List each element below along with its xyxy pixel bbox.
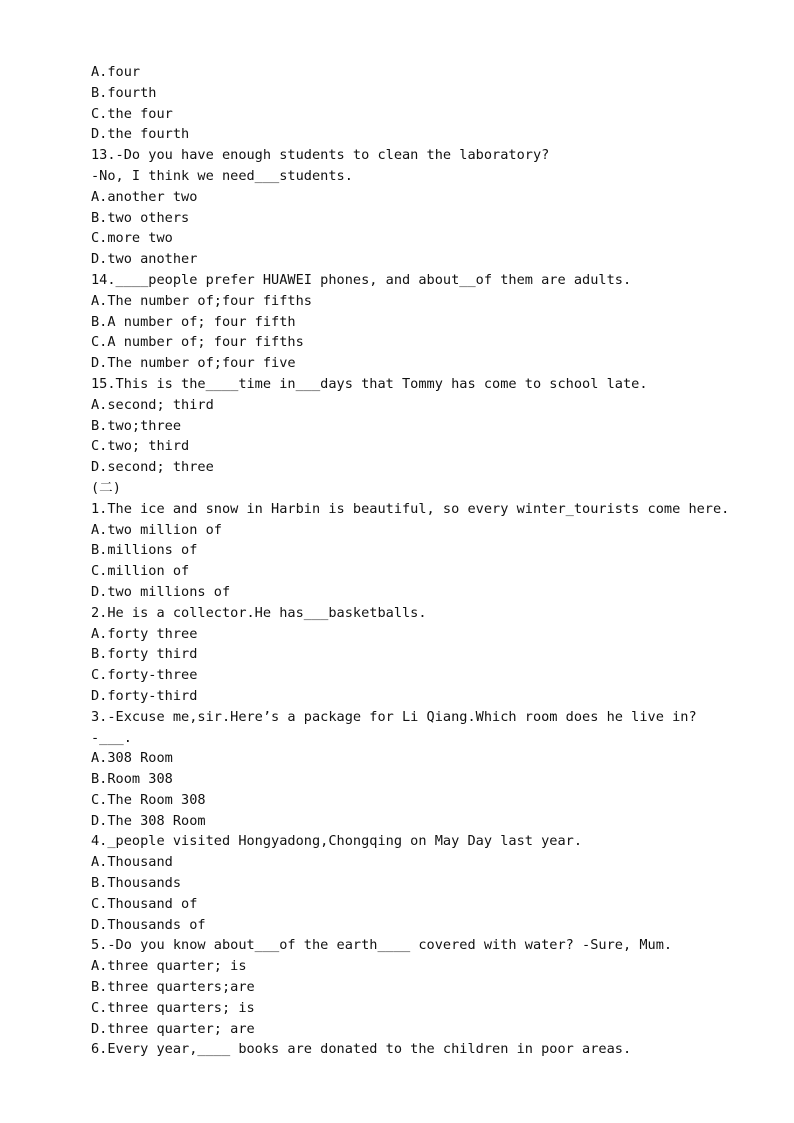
text-line: 2.He is a collector.He has___basketballs.: [91, 604, 427, 621]
text-line: 6.Every year,____ books are donated to the children in poor areas.: [91, 1041, 632, 1058]
text-line: C.two; third: [91, 438, 190, 455]
text-line: C.more two: [91, 230, 173, 247]
text-line: D.The number of;four five: [91, 355, 296, 372]
text-line: B.millions of: [91, 542, 198, 559]
text-line: A.another two: [91, 188, 198, 205]
text-line: (二): [91, 479, 121, 496]
text-line: B.two others: [91, 209, 190, 226]
text-line: 1.The ice and snow in Harbin is beautiful, so every winter_tourists come here.: [91, 500, 730, 517]
text-line: D.The 308 Room: [91, 812, 206, 829]
text-line: B.three quarters;are: [91, 979, 255, 996]
text-line: D.second; three: [91, 459, 214, 476]
text-line: A.Thousand: [91, 854, 173, 871]
text-line: D.three quarter; are: [91, 1020, 255, 1037]
text-line: A.second; third: [91, 396, 214, 413]
text-line: B.fourth: [91, 84, 157, 101]
text-line: -No, I think we need___students.: [91, 167, 353, 184]
text-line: A.two million of: [91, 521, 222, 538]
text-line: 4._people visited Hongyadong,Chongqing on May Day last year.: [91, 833, 583, 850]
text-line: D.two another: [91, 251, 198, 268]
text-line: D.two millions of: [91, 583, 231, 600]
text-line: -___.: [91, 729, 132, 746]
text-line: 13.-Do you have enough students to clean the laboratory?: [91, 147, 550, 164]
text-line: C.forty-three: [91, 667, 198, 684]
text-line: A.The number of;four fifths: [91, 292, 312, 309]
text-line: C.The Room 308: [91, 791, 206, 808]
text-line: C.million of: [91, 563, 190, 580]
document-body: [91, 62, 751, 1060]
text-line: C.A number of; four fifths: [91, 334, 304, 351]
text-line: C.Thousand of: [91, 895, 198, 912]
text-line: B.two;three: [91, 417, 182, 434]
text-line: A.four: [91, 64, 141, 80]
text-line: D.the fourth: [91, 126, 190, 143]
text-line: B.A number of; four fifth: [91, 313, 296, 330]
text-line: A.three quarter; is: [91, 958, 247, 975]
text-line: A.forty three: [91, 625, 198, 642]
text-line: C.three quarters; is: [91, 999, 255, 1016]
text-line: B.forty third: [91, 646, 198, 663]
text-line: 15.This is the____time in___days that Tommy has come to school late.: [91, 375, 648, 392]
text-line: B.Room 308: [91, 771, 173, 788]
text-line: 14.____people prefer HUAWEI phones, and about__of them are adults.: [91, 271, 632, 288]
text-line: 5.-Do you know about___of the earth____ covered with water? -Sure, Mum.: [91, 937, 673, 954]
text-line: C.the four: [91, 105, 173, 122]
text-line: D.forty-third: [91, 687, 198, 704]
text-line: A.308 Room: [91, 750, 173, 767]
text-line: B.Thousands: [91, 875, 182, 892]
text-line: 3.-Excuse me,sir.Here’s a package for Li Qiang.Which room does he live in?: [91, 708, 697, 725]
text-line: D.Thousands of: [91, 916, 206, 933]
